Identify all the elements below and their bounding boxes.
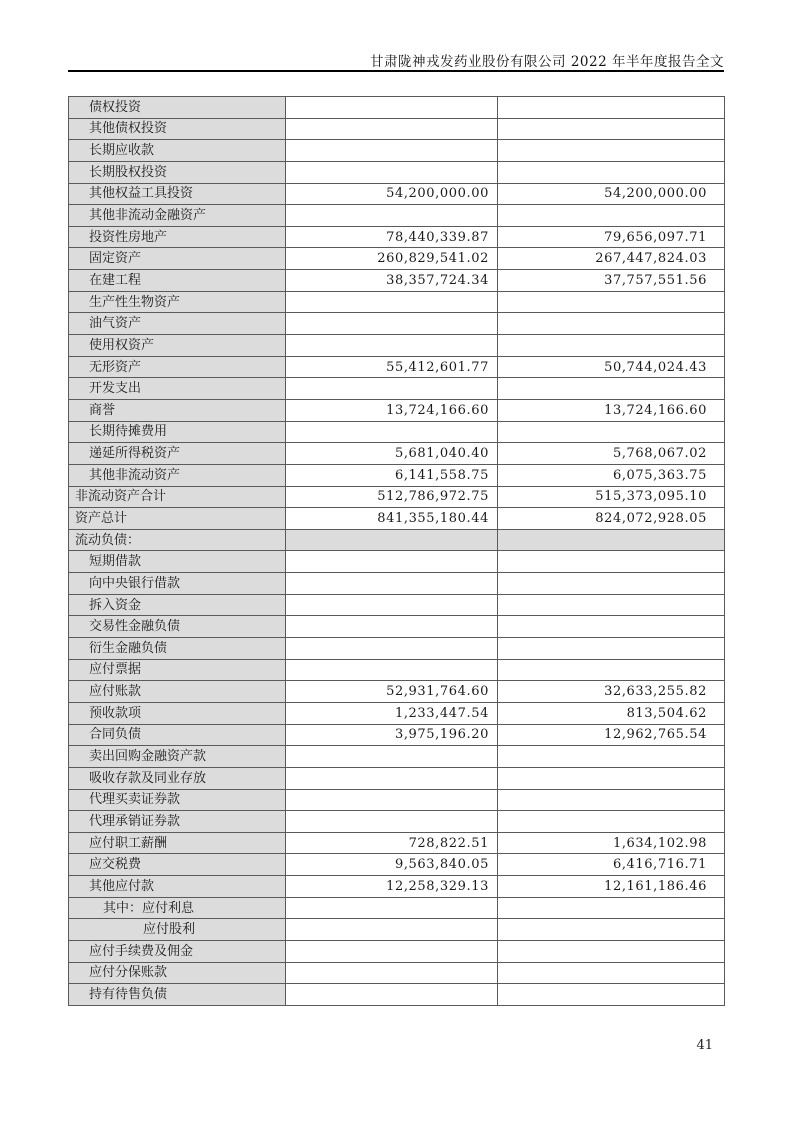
prior-period-value [498, 659, 725, 681]
table-row [69, 940, 725, 962]
current-period-value [286, 919, 498, 941]
row-label: 无形资产 [69, 356, 286, 378]
prior-period-value: 824,072,928.05 [498, 508, 725, 530]
current-period-value [286, 789, 498, 811]
current-period-value [286, 291, 498, 313]
row-label: 应付手续费及佣金 [69, 940, 286, 962]
current-period-value: 38,357,724.34 [286, 270, 498, 292]
row-label: 应付账款 [69, 681, 286, 703]
prior-period-value [498, 746, 725, 768]
prior-period-value: 515,373,095.10 [498, 486, 725, 508]
table-row [69, 161, 725, 183]
row-label: 预收款项 [69, 702, 286, 724]
prior-period-value [498, 940, 725, 962]
prior-period-value [498, 291, 725, 313]
table-row [69, 594, 725, 616]
current-period-value: 52,931,764.60 [286, 681, 498, 703]
prior-period-value: 12,161,186.46 [498, 876, 725, 898]
row-label: 油气资产 [69, 313, 286, 335]
prior-period-value [498, 529, 725, 551]
current-period-value: 260,829,541.02 [286, 248, 498, 270]
row-label: 应付票据 [69, 659, 286, 681]
table-row [69, 378, 725, 400]
prior-period-value: 37,757,551.56 [498, 270, 725, 292]
table-row [69, 659, 725, 681]
prior-period-value: 54,200,000.00 [498, 183, 725, 205]
table-row [69, 443, 725, 465]
page-number: 41 [696, 1038, 713, 1053]
table-row [69, 183, 725, 205]
current-period-value [286, 378, 498, 400]
prior-period-value [498, 551, 725, 573]
prior-period-value: 32,633,255.82 [498, 681, 725, 703]
table-row [69, 919, 725, 941]
prior-period-value [498, 962, 725, 984]
row-label: 应付分保账款 [69, 962, 286, 984]
table-row [69, 767, 725, 789]
row-label: 合同负债 [69, 724, 286, 746]
current-period-value: 512,786,972.75 [286, 486, 498, 508]
row-label: 拆入资金 [69, 594, 286, 616]
prior-period-value: 12,962,765.54 [498, 724, 725, 746]
prior-period-value [498, 205, 725, 227]
table-row [69, 464, 725, 486]
row-label: 短期借款 [69, 551, 286, 573]
prior-period-value [498, 313, 725, 335]
row-label: 持有待售负债 [69, 984, 286, 1006]
prior-period-value [498, 421, 725, 443]
table-row [69, 854, 725, 876]
current-period-value [286, 811, 498, 833]
row-label: 开发支出 [69, 378, 286, 400]
table-row [69, 962, 725, 984]
table-row [69, 205, 725, 227]
prior-period-value: 6,416,716.71 [498, 854, 725, 876]
prior-period-value [498, 378, 725, 400]
row-label: 其他非流动资产 [69, 464, 286, 486]
row-label: 生产性生物资产 [69, 291, 286, 313]
row-label: 债权投资 [69, 97, 286, 119]
row-label: 递延所得税资产 [69, 443, 286, 465]
prior-period-value: 1,634,102.98 [498, 832, 725, 854]
current-period-value [286, 118, 498, 140]
current-period-value [286, 529, 498, 551]
row-label: 非流动资产合计 [69, 486, 286, 508]
current-period-value [286, 551, 498, 573]
table-row [69, 702, 725, 724]
prior-period-value: 79,656,097.71 [498, 226, 725, 248]
current-period-value [286, 161, 498, 183]
table-row [69, 313, 725, 335]
table-row [69, 226, 725, 248]
prior-period-value: 6,075,363.75 [498, 464, 725, 486]
row-label: 其他债权投资 [69, 118, 286, 140]
current-period-value [286, 573, 498, 595]
prior-period-value [498, 97, 725, 119]
table-row [69, 356, 725, 378]
table-row [69, 421, 725, 443]
current-period-value [286, 767, 498, 789]
current-period-value: 55,412,601.77 [286, 356, 498, 378]
table-row [69, 399, 725, 421]
table-row [69, 811, 725, 833]
row-label: 固定资产 [69, 248, 286, 270]
header-rule [68, 70, 724, 72]
table-row [69, 97, 725, 119]
current-period-value [286, 638, 498, 660]
row-label: 资产总计 [69, 508, 286, 530]
table-row [69, 248, 725, 270]
prior-period-value [498, 573, 725, 595]
table-row [69, 616, 725, 638]
row-label: 应付股利 [69, 919, 286, 941]
document-header-title: 甘肃陇神戎发药业股份有限公司 2022 年半年度报告全文 [370, 54, 724, 70]
current-period-value: 841,355,180.44 [286, 508, 498, 530]
current-period-value [286, 140, 498, 162]
table-row [69, 724, 725, 746]
row-label: 应付职工薪酬 [69, 832, 286, 854]
current-period-value [286, 962, 498, 984]
row-label: 卖出回购金融资产款 [69, 746, 286, 768]
current-period-value: 728,822.51 [286, 832, 498, 854]
current-period-value [286, 940, 498, 962]
balance-sheet-body [69, 97, 725, 1006]
current-period-value: 1,233,447.54 [286, 702, 498, 724]
row-label: 向中央银行借款 [69, 573, 286, 595]
table-row [69, 335, 725, 357]
row-label: 商誉 [69, 399, 286, 421]
table-row [69, 508, 725, 530]
prior-period-value [498, 140, 725, 162]
row-label: 长期股权投资 [69, 161, 286, 183]
table-row [69, 551, 725, 573]
row-label: 长期待摊费用 [69, 421, 286, 443]
row-label: 投资性房地产 [69, 226, 286, 248]
table-row [69, 573, 725, 595]
prior-period-value [498, 984, 725, 1006]
row-label: 其他权益工具投资 [69, 183, 286, 205]
table-row [69, 789, 725, 811]
table-row [69, 832, 725, 854]
prior-period-value: 5,768,067.02 [498, 443, 725, 465]
row-label: 应交税费 [69, 854, 286, 876]
prior-period-value [498, 118, 725, 140]
table-row [69, 681, 725, 703]
row-label: 代理买卖证券款 [69, 789, 286, 811]
current-period-value: 3,975,196.20 [286, 724, 498, 746]
current-period-value [286, 616, 498, 638]
prior-period-value [498, 638, 725, 660]
table-row [69, 897, 725, 919]
current-period-value [286, 421, 498, 443]
prior-period-value [498, 161, 725, 183]
current-period-value: 54,200,000.00 [286, 183, 498, 205]
current-period-value: 12,258,329.13 [286, 876, 498, 898]
current-period-value [286, 897, 498, 919]
row-label: 交易性金融负债 [69, 616, 286, 638]
current-period-value [286, 205, 498, 227]
current-period-value [286, 594, 498, 616]
current-period-value [286, 313, 498, 335]
row-label: 其他非流动金融资产 [69, 205, 286, 227]
table-row [69, 140, 725, 162]
table-row [69, 746, 725, 768]
table-row [69, 876, 725, 898]
balance-sheet-table [68, 96, 725, 1006]
current-period-value [286, 659, 498, 681]
current-period-value: 6,141,558.75 [286, 464, 498, 486]
current-period-value [286, 746, 498, 768]
row-label: 在建工程 [69, 270, 286, 292]
prior-period-value [498, 897, 725, 919]
prior-period-value: 50,744,024.43 [498, 356, 725, 378]
table-row [69, 118, 725, 140]
prior-period-value [498, 811, 725, 833]
prior-period-value [498, 767, 725, 789]
row-label: 吸收存款及同业存放 [69, 767, 286, 789]
table-row [69, 270, 725, 292]
row-label: 流动负债： [69, 529, 286, 551]
table-row [69, 486, 725, 508]
prior-period-value: 13,724,166.60 [498, 399, 725, 421]
current-period-value: 9,563,840.05 [286, 854, 498, 876]
prior-period-value [498, 616, 725, 638]
table-row [69, 291, 725, 313]
current-period-value [286, 984, 498, 1006]
current-period-value: 5,681,040.40 [286, 443, 498, 465]
prior-period-value [498, 919, 725, 941]
current-period-value: 13,724,166.60 [286, 399, 498, 421]
table-row [69, 638, 725, 660]
row-label: 长期应收款 [69, 140, 286, 162]
current-period-value: 78,440,339.87 [286, 226, 498, 248]
section-row [69, 529, 725, 551]
row-label: 其中：应付利息 [69, 897, 286, 919]
prior-period-value [498, 789, 725, 811]
prior-period-value: 267,447,824.03 [498, 248, 725, 270]
prior-period-value: 813,504.62 [498, 702, 725, 724]
current-period-value [286, 97, 498, 119]
row-label: 代理承销证券款 [69, 811, 286, 833]
row-label: 衍生金融负债 [69, 638, 286, 660]
current-period-value [286, 335, 498, 357]
row-label: 其他应付款 [69, 876, 286, 898]
row-label: 使用权资产 [69, 335, 286, 357]
prior-period-value [498, 335, 725, 357]
table-row [69, 984, 725, 1006]
prior-period-value [498, 594, 725, 616]
